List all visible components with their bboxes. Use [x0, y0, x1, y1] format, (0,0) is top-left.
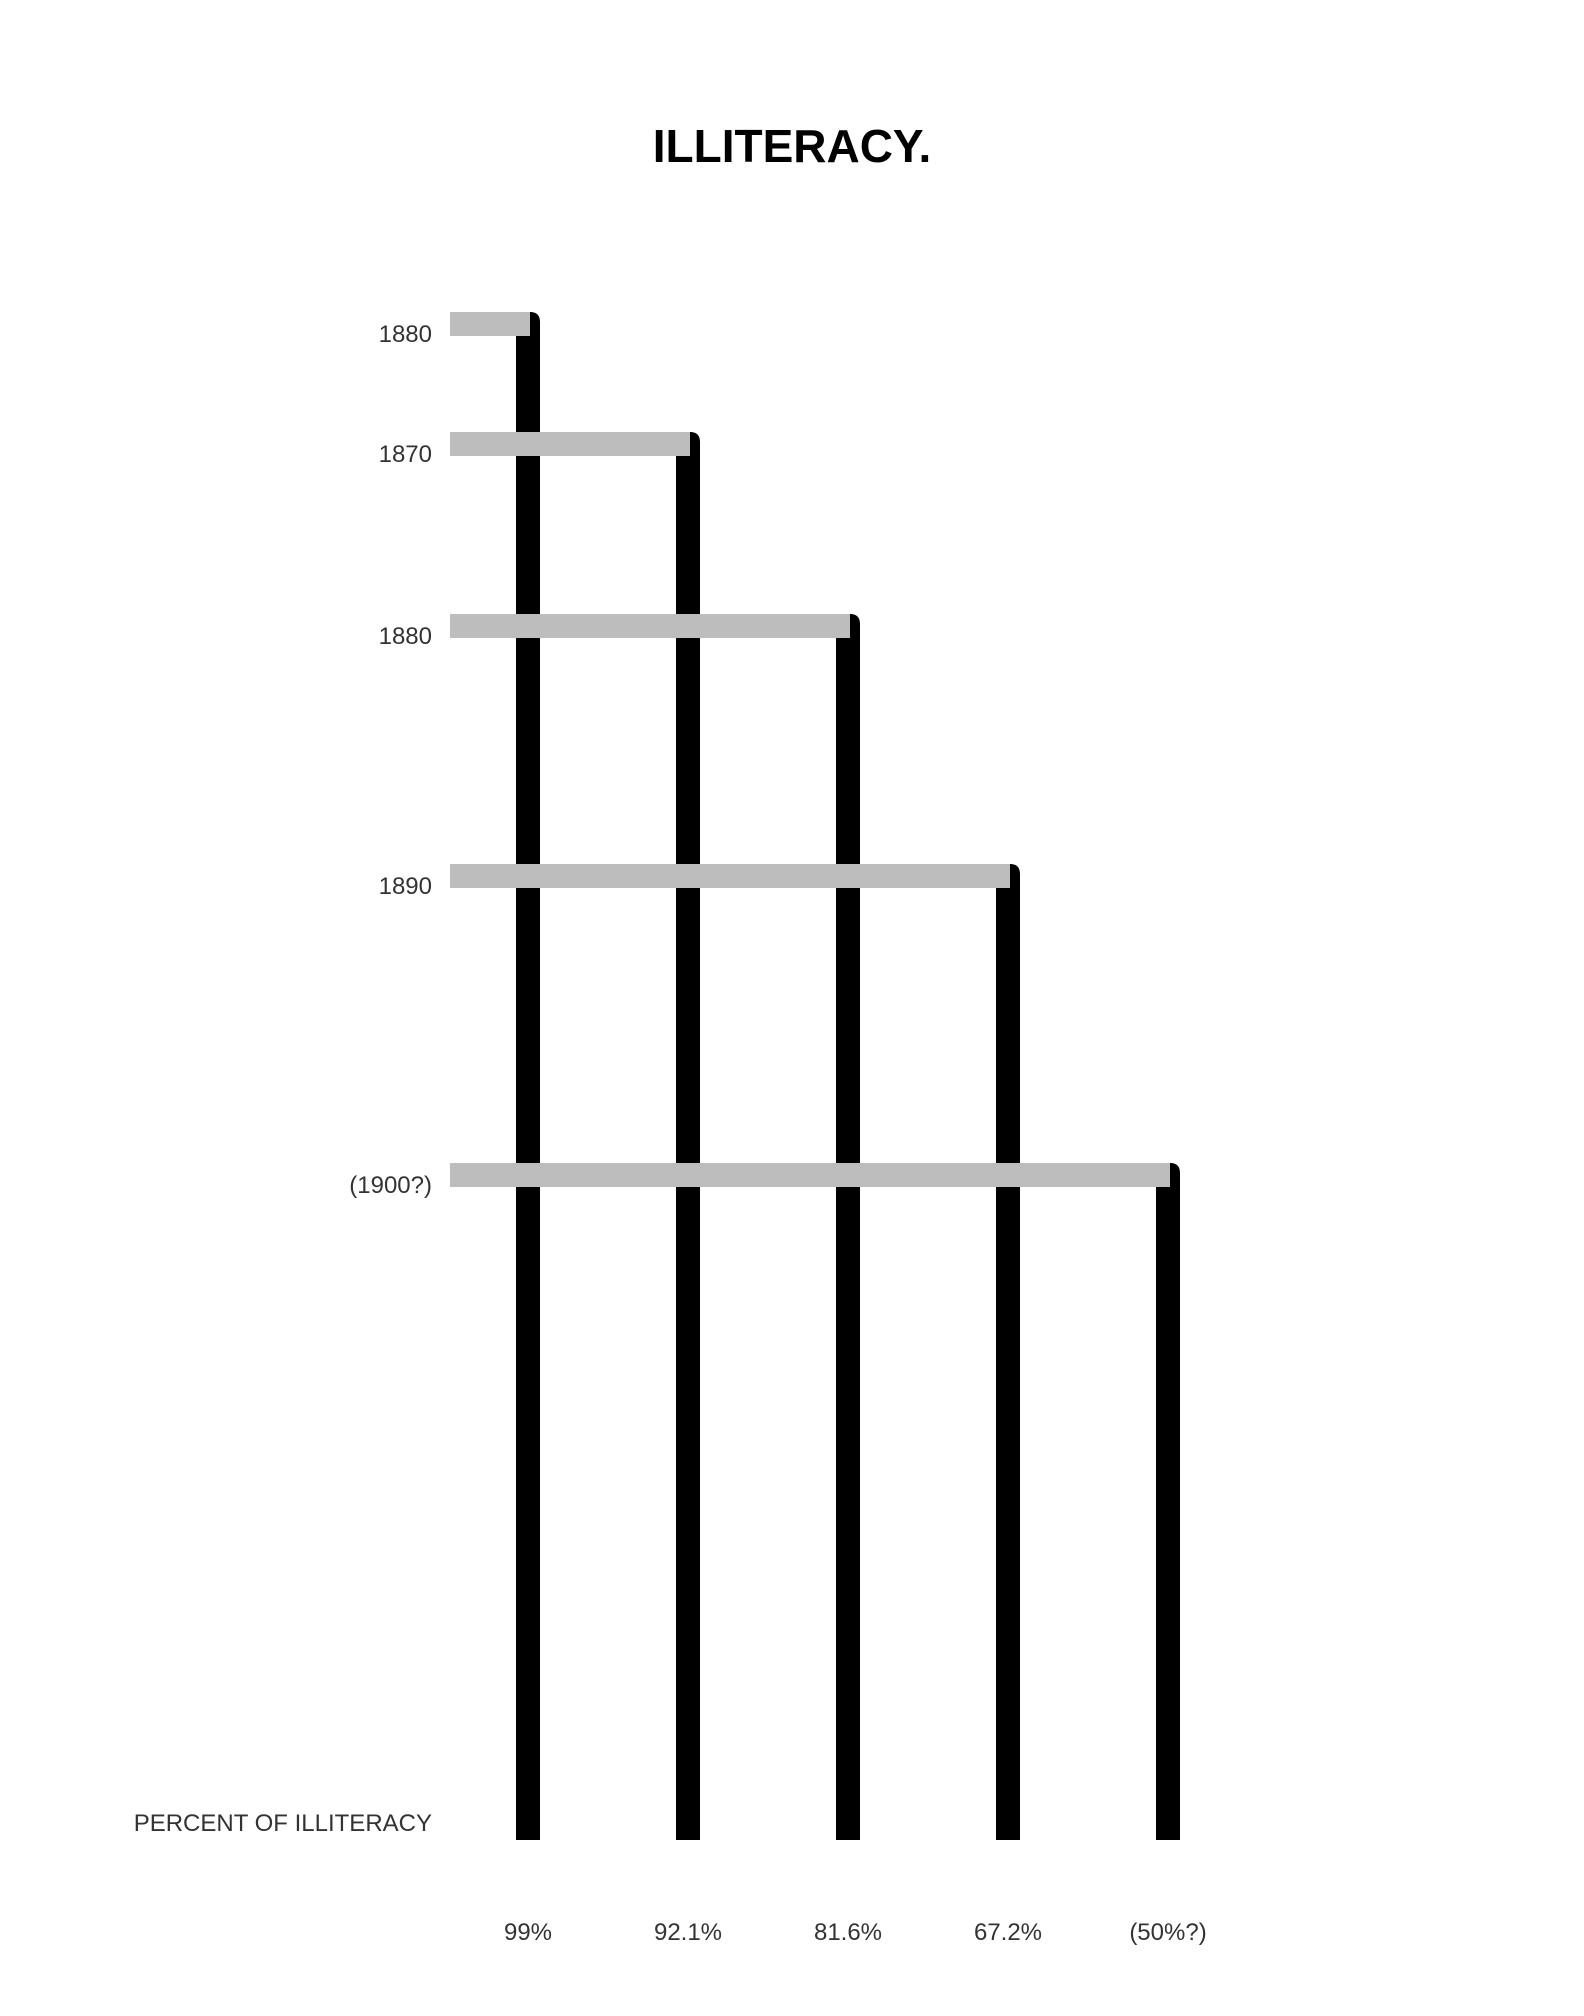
- bar-3: [450, 864, 1010, 888]
- value-label-4: (50%?): [1129, 1919, 1207, 1946]
- value-label-0: 99%: [503, 1919, 553, 1946]
- chart-title: ILLITERACY.: [652, 120, 932, 172]
- bar-4: [450, 1163, 1170, 1187]
- year-label-group: [349, 321, 432, 1199]
- value-label-3: 67.2%: [973, 1919, 1043, 1946]
- stem-3: [996, 864, 1020, 1840]
- stem-2: [836, 614, 860, 1840]
- stem-group: [516, 312, 1180, 1840]
- x-axis-label: PERCENT OF ILLITERACY: [133, 1810, 432, 1837]
- year-label-1: 1870: [378, 441, 432, 468]
- bar-0: [450, 312, 530, 336]
- value-label-group: [504, 1919, 1207, 1946]
- value-label-2: 81.6%: [813, 1919, 883, 1946]
- stem-4: [1156, 1163, 1180, 1840]
- year-label-0: 1880: [378, 321, 432, 348]
- value-label-1: 92.1%: [653, 1919, 723, 1946]
- bar-2: [450, 614, 850, 638]
- year-label-4: (1900?): [349, 1172, 432, 1199]
- bar-group: [450, 312, 1170, 1187]
- year-label-3: 1890: [378, 873, 432, 900]
- year-label-2: 1880: [378, 623, 432, 650]
- stem-1: [676, 432, 700, 1840]
- bar-1: [450, 432, 690, 456]
- stem-0: [516, 312, 540, 1840]
